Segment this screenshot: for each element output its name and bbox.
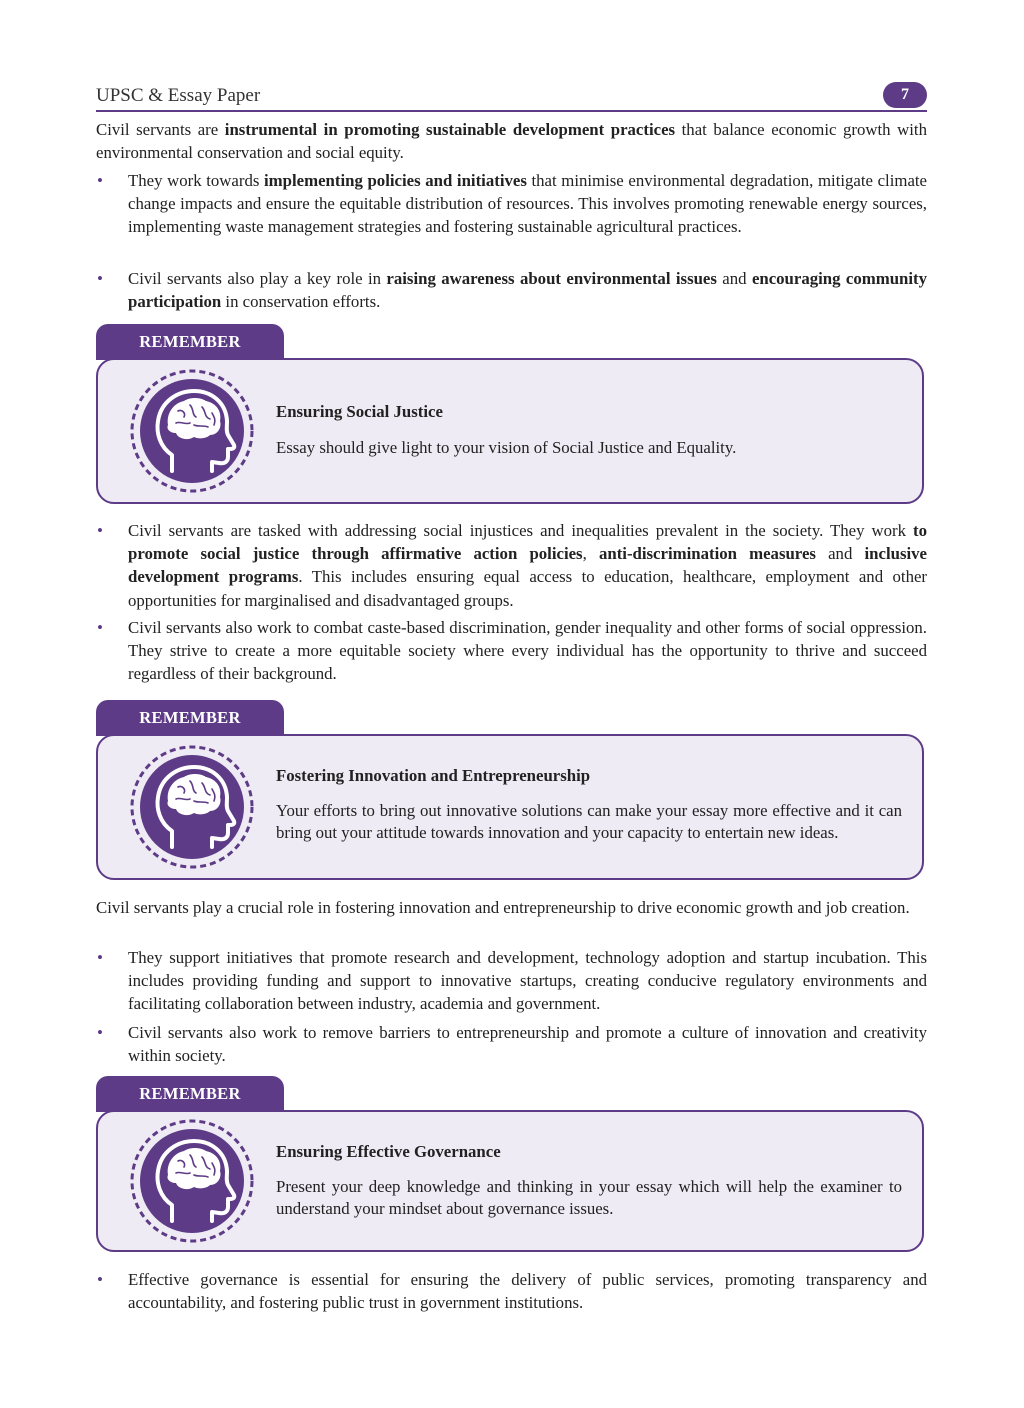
remember-body: Present your deep knowledge and thinking in your essay which will help the examiner to understand your mindset about governance issues. <box>276 1177 902 1218</box>
remember-box <box>96 324 928 504</box>
remember-label: REMEMBER <box>96 1076 284 1112</box>
remember-title: Ensuring Social Justice <box>276 402 443 421</box>
remember-label: REMEMBER <box>96 324 284 360</box>
remember-panel <box>96 1110 924 1252</box>
remember-title: Ensuring Effective Governance <box>276 1142 501 1161</box>
page-number-badge: 7 <box>883 82 927 108</box>
header-title: UPSC & Essay Paper <box>96 85 261 106</box>
remember-box <box>96 1076 928 1254</box>
bullet-item: • Civil servants also play a key role in raising awareness about environmental issues and encouraging community participation in conservation efforts. <box>128 267 927 313</box>
paragraph-sustainable-intro: Civil servants are instrumental in promoting sustainable development practices that balance economic growth with environmental conservation and social equity. <box>96 120 927 163</box>
remember-body: Essay should give light to your vision of Social Justice and Equality. <box>276 438 737 457</box>
remember-panel <box>96 734 924 880</box>
remember-box <box>96 700 928 882</box>
bullet-item: • Civil servants are tasked with addressing social injustices and inequalities prevalent in the society. They work to promote social justice through affirmative action policies, anti-discrimination measures and inclusive development programs. This includes ensuring equal access to education, healthcare, employment and other opportunities for marginalised and disadvantaged groups. <box>128 519 927 612</box>
bullet-item: • Effective governance is essential for ensuring the delivery of public services, promoting transparency and accountability, and fostering public trust in government institutions. <box>128 1268 927 1314</box>
brain-head-icon <box>128 1117 256 1250</box>
running-header <box>96 84 927 112</box>
bullet-item: • Civil servants also work to remove barriers to entrepreneurship and promote a culture of innovation and creativity within society. <box>128 1021 927 1067</box>
remember-label: REMEMBER <box>96 700 284 736</box>
bullet-item: • Civil servants also work to combat caste-based discrimination, gender inequality and other forms of social oppression. They strive to create a more equitable society where every individual has the opportunity to thrive and succeed regardless of their background. <box>128 616 927 686</box>
remember-panel <box>96 358 924 504</box>
paragraph-innovation-intro: Civil servants play a crucial role in fostering innovation and entrepreneurship to drive economic growth and job creation. <box>96 898 910 917</box>
brain-head-icon <box>128 743 256 876</box>
remember-title: Fostering Innovation and Entrepreneurship <box>276 766 591 785</box>
remember-body: Your efforts to bring out innovative solutions can make your essay more effective and it can bring out your attitude towards innovation and your capacity to entertain new ideas. <box>276 801 902 842</box>
brain-head-icon <box>128 367 256 500</box>
bullet-item: • They support initiatives that promote research and development, technology adoption and startup incubation. This includes providing funding and support to innovative startups, creating conducive regulatory environments and facilitating collaboration between industry, academia and government. <box>128 946 927 1016</box>
bullet-item: • They work towards implementing policies and initiatives that minimise environmental degradation, mitigate climate change impacts and ensure the equitable distribution of resources. This involves promoting renewable energy sources, implementing waste management strategies and fostering sustainable agricultural practices. <box>128 169 927 239</box>
